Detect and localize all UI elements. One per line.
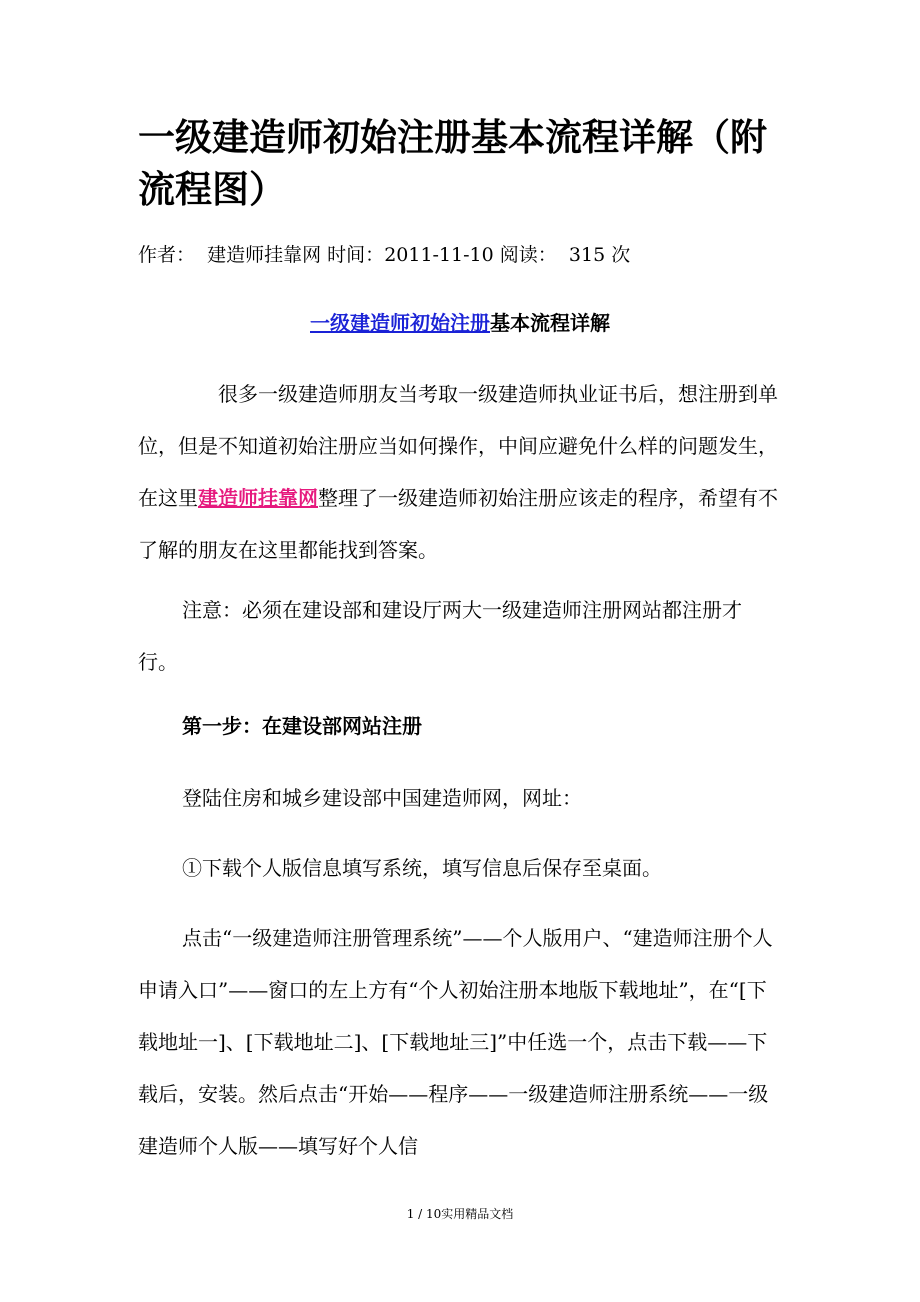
section-subtitle xyxy=(0,308,920,338)
download-paragraph: ①下载个人版信息填写系统，填写信息后保存至桌面。 xyxy=(182,856,662,880)
time-label: 时间： xyxy=(327,244,385,266)
reads-unit: 次 xyxy=(611,244,631,266)
intro-text-after: 整理了一级建造师初始注册应该走的程序，希望有不了解的朋友在这里都能找到答案。 xyxy=(138,486,778,562)
publish-date: 2011-11-10 xyxy=(384,244,494,266)
reads-label: 阅读： xyxy=(499,244,557,266)
subtitle-link[interactable]: 一级建造师初始注册 xyxy=(310,311,490,335)
page-footer: 1 / 10实用精品文档 xyxy=(406,1207,514,1221)
author-label: 作者： xyxy=(138,244,196,266)
subtitle-rest: 基本流程详解 xyxy=(490,311,610,335)
article-meta xyxy=(138,240,630,270)
document-title: 一级建造师初始注册基本流程详解（附流程图） xyxy=(138,116,767,211)
read-count: 315 xyxy=(568,244,606,266)
author-name: 建造师挂靠网 xyxy=(207,244,322,266)
intro-paragraph xyxy=(138,368,778,576)
step1-heading: 第一步：在建设部网站注册 xyxy=(182,714,422,738)
notice-paragraph: 注意：必须在建设部和建设厅两大一级建造师注册网站都注册才行。 xyxy=(138,598,742,674)
site-link[interactable]: 建造师挂靠网 xyxy=(198,486,318,510)
intro-text-before: 很多一级建造师朋友当考取一级建造师执业证书后，想注册到单位，但是不知道初始注册应当如何操作，中间应避免什么样的问题发生，在这里 xyxy=(138,382,778,510)
instructions-paragraph: 点击“一级建造师注册管理系统”——个人版用户、“建造师注册个人申请入口”——窗口的左上方有“个人初始注册本地版下载地址”，在“[下载地址一]、[下载地址二]、[下载地址三]”中任选一个，点击下载——下载后，安装。然后点击“开始——程序——一级建造师注册系统——一级建造师个人版——填写好个人信 xyxy=(138,926,773,1158)
login-paragraph: 登陆住房和城乡建设部中国建造师网，网址： xyxy=(182,786,582,810)
